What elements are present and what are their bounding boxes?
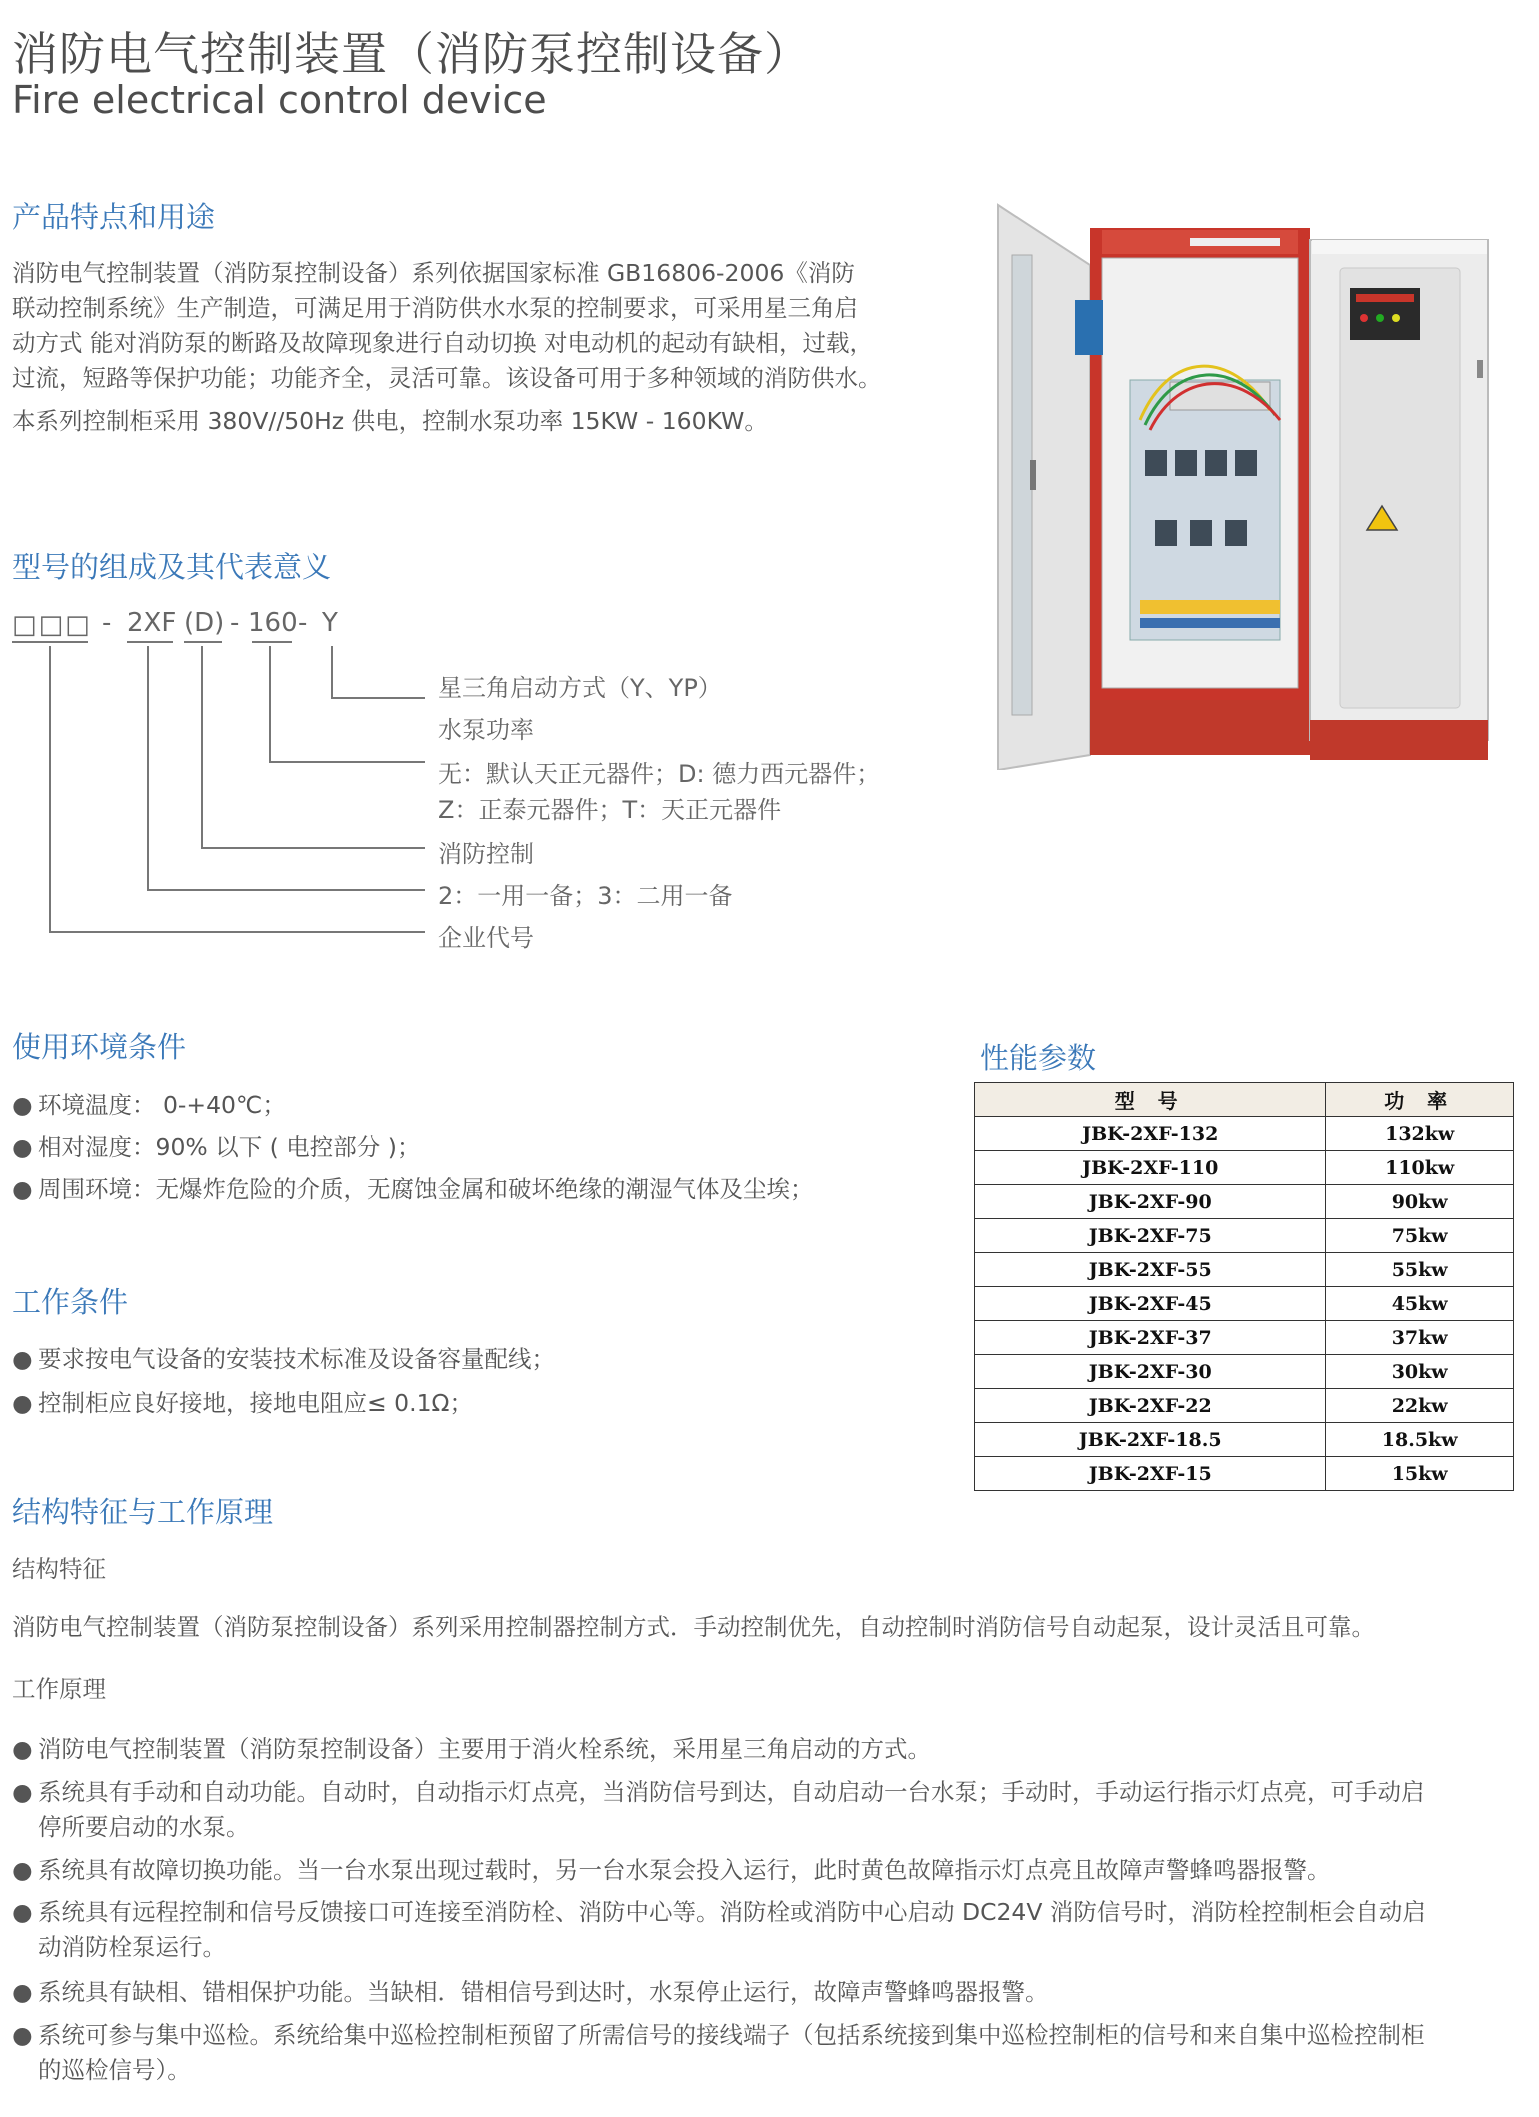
bullet-icon: ● xyxy=(12,1898,33,1926)
cell-power: 18.5kw xyxy=(1326,1423,1514,1457)
cabinet-image xyxy=(990,200,1490,770)
structure-text: 消防电气控制装置（消防泵控制设备）系列采用控制器控制方式．手动控制优先，自动控制时消防信号自动起泵，设计灵活且可靠。 xyxy=(12,1613,1375,1641)
list-item-text: 环境温度： 0-+40℃； xyxy=(38,1091,286,1119)
principle-subheading: 工作原理 xyxy=(12,1675,106,1703)
list-item-text: 系统具有手动和自动功能。自动时，自动指示灯点亮，当消防信号到达，自动启动一台水泵；手动时，手动运行指示灯点亮，可手动启 xyxy=(38,1778,1425,1806)
list-item-text: 周围环境：无爆炸危险的介质，无腐蚀金属和破坏绝缘的潮湿气体及尘埃； xyxy=(38,1175,814,1203)
table-row xyxy=(975,1287,1514,1321)
table-row xyxy=(975,1117,1514,1151)
code-part-type: 2XF xyxy=(127,608,177,638)
table-row xyxy=(975,1321,1514,1355)
features-line: 动方式 能对消防泵的断路及故障现象进行自动切换 对电动机的起动有缺相，过载， xyxy=(12,329,873,357)
list-item xyxy=(12,1386,473,1421)
table-row xyxy=(975,1253,1514,1287)
label-enterprise-code: 企业代号 xyxy=(438,924,534,952)
list-item xyxy=(12,2018,1528,2088)
bullet-icon: ● xyxy=(12,1735,33,1763)
list-item-text: 系统可参与集中巡检。系统给集中巡检控制柜预留了所需信号的接线端子（包括系统接到集中巡检控制柜的信号和来自集中巡检控制柜 xyxy=(38,2021,1425,2049)
code-dash: - xyxy=(298,608,308,638)
table-row xyxy=(975,1389,1514,1423)
list-item xyxy=(12,1853,1528,1888)
list-item-text: 要求按电气设备的安装技术标准及设备容量配线； xyxy=(38,1345,555,1373)
code-part-enterprise: □□□ xyxy=(12,610,92,640)
model-leader-lines xyxy=(0,640,440,940)
cell-model: JBK-2XF-55 xyxy=(975,1253,1326,1287)
table-header-row xyxy=(975,1083,1514,1117)
list-item xyxy=(12,1130,420,1165)
label-fire-control: 消防控制 xyxy=(438,840,534,868)
code-dash: - xyxy=(102,608,112,638)
cell-power: 37kw xyxy=(1326,1321,1514,1355)
label-pump-power: 水泵功率 xyxy=(438,716,534,744)
structure-subheading: 结构特征 xyxy=(12,1555,106,1583)
environment-heading: 使用环境条件 xyxy=(12,1030,187,1064)
cell-model: JBK-2XF-132 xyxy=(975,1117,1326,1151)
code-part-component: (D) xyxy=(184,608,225,638)
features-line: 联动控制系统》生产制造，可满足用于消防供水水泵的控制要求，可采用星三角启 xyxy=(12,294,858,322)
cell-model: JBK-2XF-37 xyxy=(975,1321,1326,1355)
list-item xyxy=(12,1895,1528,1965)
bullet-icon: ● xyxy=(12,1856,33,1884)
list-item-text: 动消防栓泵运行。 xyxy=(38,1933,226,1961)
list-item xyxy=(12,1775,1528,1845)
cell-model: JBK-2XF-110 xyxy=(975,1151,1326,1185)
table-row xyxy=(975,1185,1514,1219)
code-part-power: 160 xyxy=(248,608,298,638)
cell-power: 22kw xyxy=(1326,1389,1514,1423)
label-components-1: 无：默认天正元器件；D: 德力西元器件； xyxy=(438,760,881,788)
list-item xyxy=(12,1342,555,1377)
cell-power: 90kw xyxy=(1326,1185,1514,1219)
cell-power: 110kw xyxy=(1326,1151,1514,1185)
cell-power: 75kw xyxy=(1326,1219,1514,1253)
list-item-text: 消防电气控制装置（消防泵控制设备）主要用于消火栓系统，采用星三角启动的方式。 xyxy=(38,1735,931,1763)
cell-model: JBK-2XF-18.5 xyxy=(975,1423,1326,1457)
page-subtitle: Fire electrical control device xyxy=(12,78,547,122)
cell-power: 132kw xyxy=(1326,1117,1514,1151)
performance-heading: 性能参数 xyxy=(980,1041,1097,1075)
bullet-icon: ● xyxy=(12,1133,33,1161)
column-header-model: 型 号 xyxy=(975,1083,1326,1117)
cell-model: JBK-2XF-30 xyxy=(975,1355,1326,1389)
table-row xyxy=(975,1457,1514,1491)
column-header-power: 功 率 xyxy=(1326,1083,1514,1117)
model-heading: 型号的组成及其代表意义 xyxy=(12,550,332,584)
list-item-text: 系统具有缺相、错相保护功能。当缺相．错相信号到达时，水泵停止运行，故障声警蜂鸣器报警。 xyxy=(38,1978,1049,2006)
label-components-2: Z：正泰元器件；T：天正元器件 xyxy=(438,796,782,824)
label-duty-standby: 2：一用一备；3：二用一备 xyxy=(438,882,733,910)
work-conditions-heading: 工作条件 xyxy=(12,1285,129,1319)
list-item-text: 控制柜应良好接地，接地电阻应≤ 0.1Ω； xyxy=(38,1389,473,1417)
cell-power: 30kw xyxy=(1326,1355,1514,1389)
code-dash: - xyxy=(230,608,240,638)
performance-table xyxy=(974,1082,1514,1491)
features-heading: 产品特点和用途 xyxy=(12,200,216,234)
table-row xyxy=(975,1355,1514,1389)
bullet-icon: ● xyxy=(12,1175,33,1203)
bullet-icon: ● xyxy=(12,1778,33,1806)
cell-power: 45kw xyxy=(1326,1287,1514,1321)
list-item-text: 的巡检信号）。 xyxy=(38,2056,191,2084)
features-line: 过流，短路等保护功能；功能齐全，灵活可靠。该设备可用于多种领域的消防供水。 xyxy=(12,364,882,392)
features-line: 本系列控制柜采用 380V//50Hz 供电，控制水泵功率 15KW - 160KW。 xyxy=(12,407,768,435)
cell-power: 55kw xyxy=(1326,1253,1514,1287)
label-start-mode: 星三角启动方式（Y、YP） xyxy=(438,674,722,702)
list-item xyxy=(12,1088,286,1123)
cell-model: JBK-2XF-90 xyxy=(975,1185,1326,1219)
bullet-icon: ● xyxy=(12,2021,33,2049)
features-text xyxy=(12,256,942,439)
table-row xyxy=(975,1219,1514,1253)
cell-model: JBK-2XF-75 xyxy=(975,1219,1326,1253)
list-item xyxy=(12,1975,1528,2010)
code-part-start: Y xyxy=(322,608,338,638)
bullet-icon: ● xyxy=(12,1978,33,2006)
list-item xyxy=(12,1172,814,1207)
cell-model: JBK-2XF-15 xyxy=(975,1457,1326,1491)
table-row xyxy=(975,1151,1514,1185)
cell-model: JBK-2XF-45 xyxy=(975,1287,1326,1321)
bullet-icon: ● xyxy=(12,1091,33,1119)
list-item xyxy=(12,1732,1528,1767)
bullet-icon: ● xyxy=(12,1345,33,1373)
page-title: 消防电气控制装置（消防泵控制设备） xyxy=(12,27,811,81)
list-item-text: 停所要启动的水泵。 xyxy=(38,1813,250,1841)
features-line: 消防电气控制装置（消防泵控制设备）系列依据国家标准 GB16806-2006《消防 xyxy=(12,259,855,287)
list-item-text: 系统具有远程控制和信号反馈接口可连接至消防栓、消防中心等。消防栓或消防中心启动 DC24V 消防信号时，消防栓控制柜会自动启 xyxy=(38,1898,1426,1926)
cell-power: 15kw xyxy=(1326,1457,1514,1491)
list-item-text: 相对湿度：90% 以下 ( 电控部分 )； xyxy=(38,1133,421,1161)
cell-model: JBK-2XF-22 xyxy=(975,1389,1326,1423)
table-row xyxy=(975,1423,1514,1457)
list-item-text: 系统具有故障切换功能。当一台水泵出现过载时，另一台水泵会投入运行，此时黄色故障指示灯点亮且故障声警蜂鸣器报警。 xyxy=(38,1856,1331,1884)
bullet-icon: ● xyxy=(12,1389,33,1417)
structure-heading: 结构特征与工作原理 xyxy=(12,1495,274,1529)
